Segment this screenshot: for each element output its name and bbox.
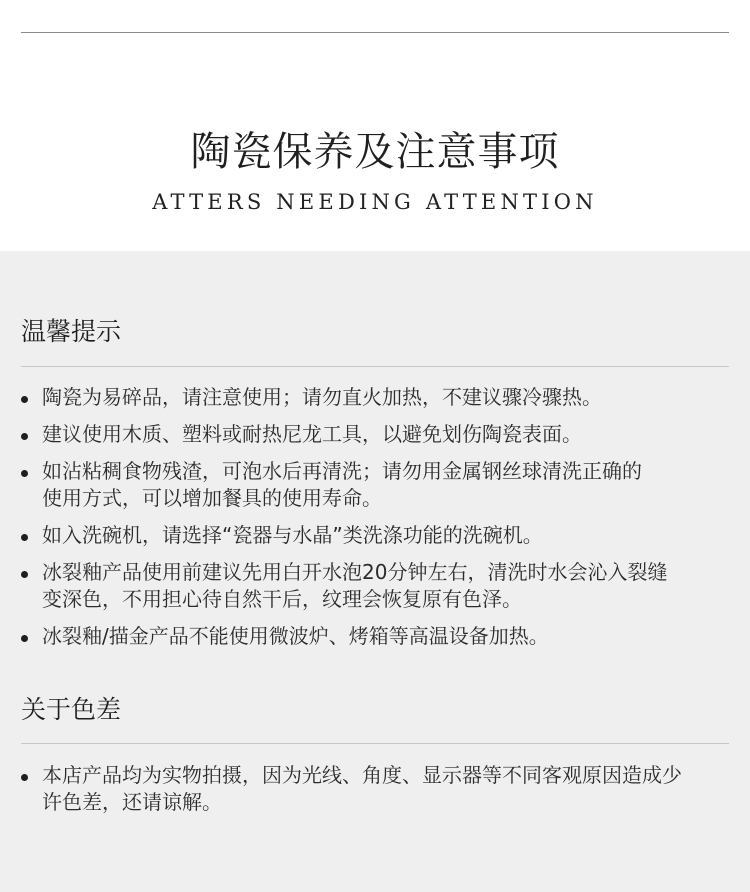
color-diff-list (21, 762, 729, 826)
tips-list (21, 384, 729, 660)
list-item (21, 522, 729, 549)
list-item (21, 762, 729, 816)
tips-section (21, 316, 729, 648)
tip-text: 建议使用木质、塑料或耐热尼龙工具，以避免划伤陶瓷表面。 (42, 422, 582, 446)
color-diff-divider (21, 743, 729, 744)
top-divider (21, 32, 729, 33)
list-item (21, 458, 729, 512)
color-diff-text: 本店产品均为实物拍摄，因为光线、角度、显示器等不同客观原因造成少许色差，还请谅解。 (42, 763, 682, 814)
bullet-icon (21, 470, 28, 477)
list-item (21, 421, 729, 448)
tips-heading: 温馨提示 (21, 317, 122, 346)
bullet-icon (21, 534, 28, 541)
page-title: 陶瓷保养及注意事项 (190, 129, 560, 175)
header-panel (0, 0, 750, 251)
tips-divider (21, 366, 729, 367)
list-item (21, 559, 729, 613)
bullet-icon (21, 571, 28, 578)
tip-text: 如沾粘稠食物残渣，可泡水后再清洗；请勿用金属钢丝球清洗正确的使用方式，可以增加餐具的使用寿命。 (42, 459, 642, 510)
color-diff-section (21, 694, 729, 814)
list-item (21, 623, 729, 650)
tip-text: 如入洗碗机，请选择“瓷器与水晶”类洗涤功能的洗碗机。 (42, 523, 543, 547)
tip-text: 陶瓷为易碎品，请注意使用；请勿直火加热，不建议骤冷骤热。 (42, 385, 602, 409)
page-subtitle: ATTERS NEEDING ATTENTION (152, 190, 598, 214)
tip-text: 冰裂釉产品使用前建议先用白开水泡20分钟左右，清洗时水会沁入裂缝变深色，不用担心待自然干后，纹理会恢复原有色泽。 (42, 560, 668, 611)
bullet-icon (21, 774, 28, 781)
tip-text: 冰裂釉/描金产品不能使用微波炉、烤箱等高温设备加热。 (42, 624, 549, 648)
list-item (21, 384, 729, 411)
color-diff-heading: 关于色差 (21, 695, 122, 724)
bullet-icon (21, 433, 28, 440)
bullet-icon (21, 396, 28, 403)
bullet-icon (21, 635, 28, 642)
